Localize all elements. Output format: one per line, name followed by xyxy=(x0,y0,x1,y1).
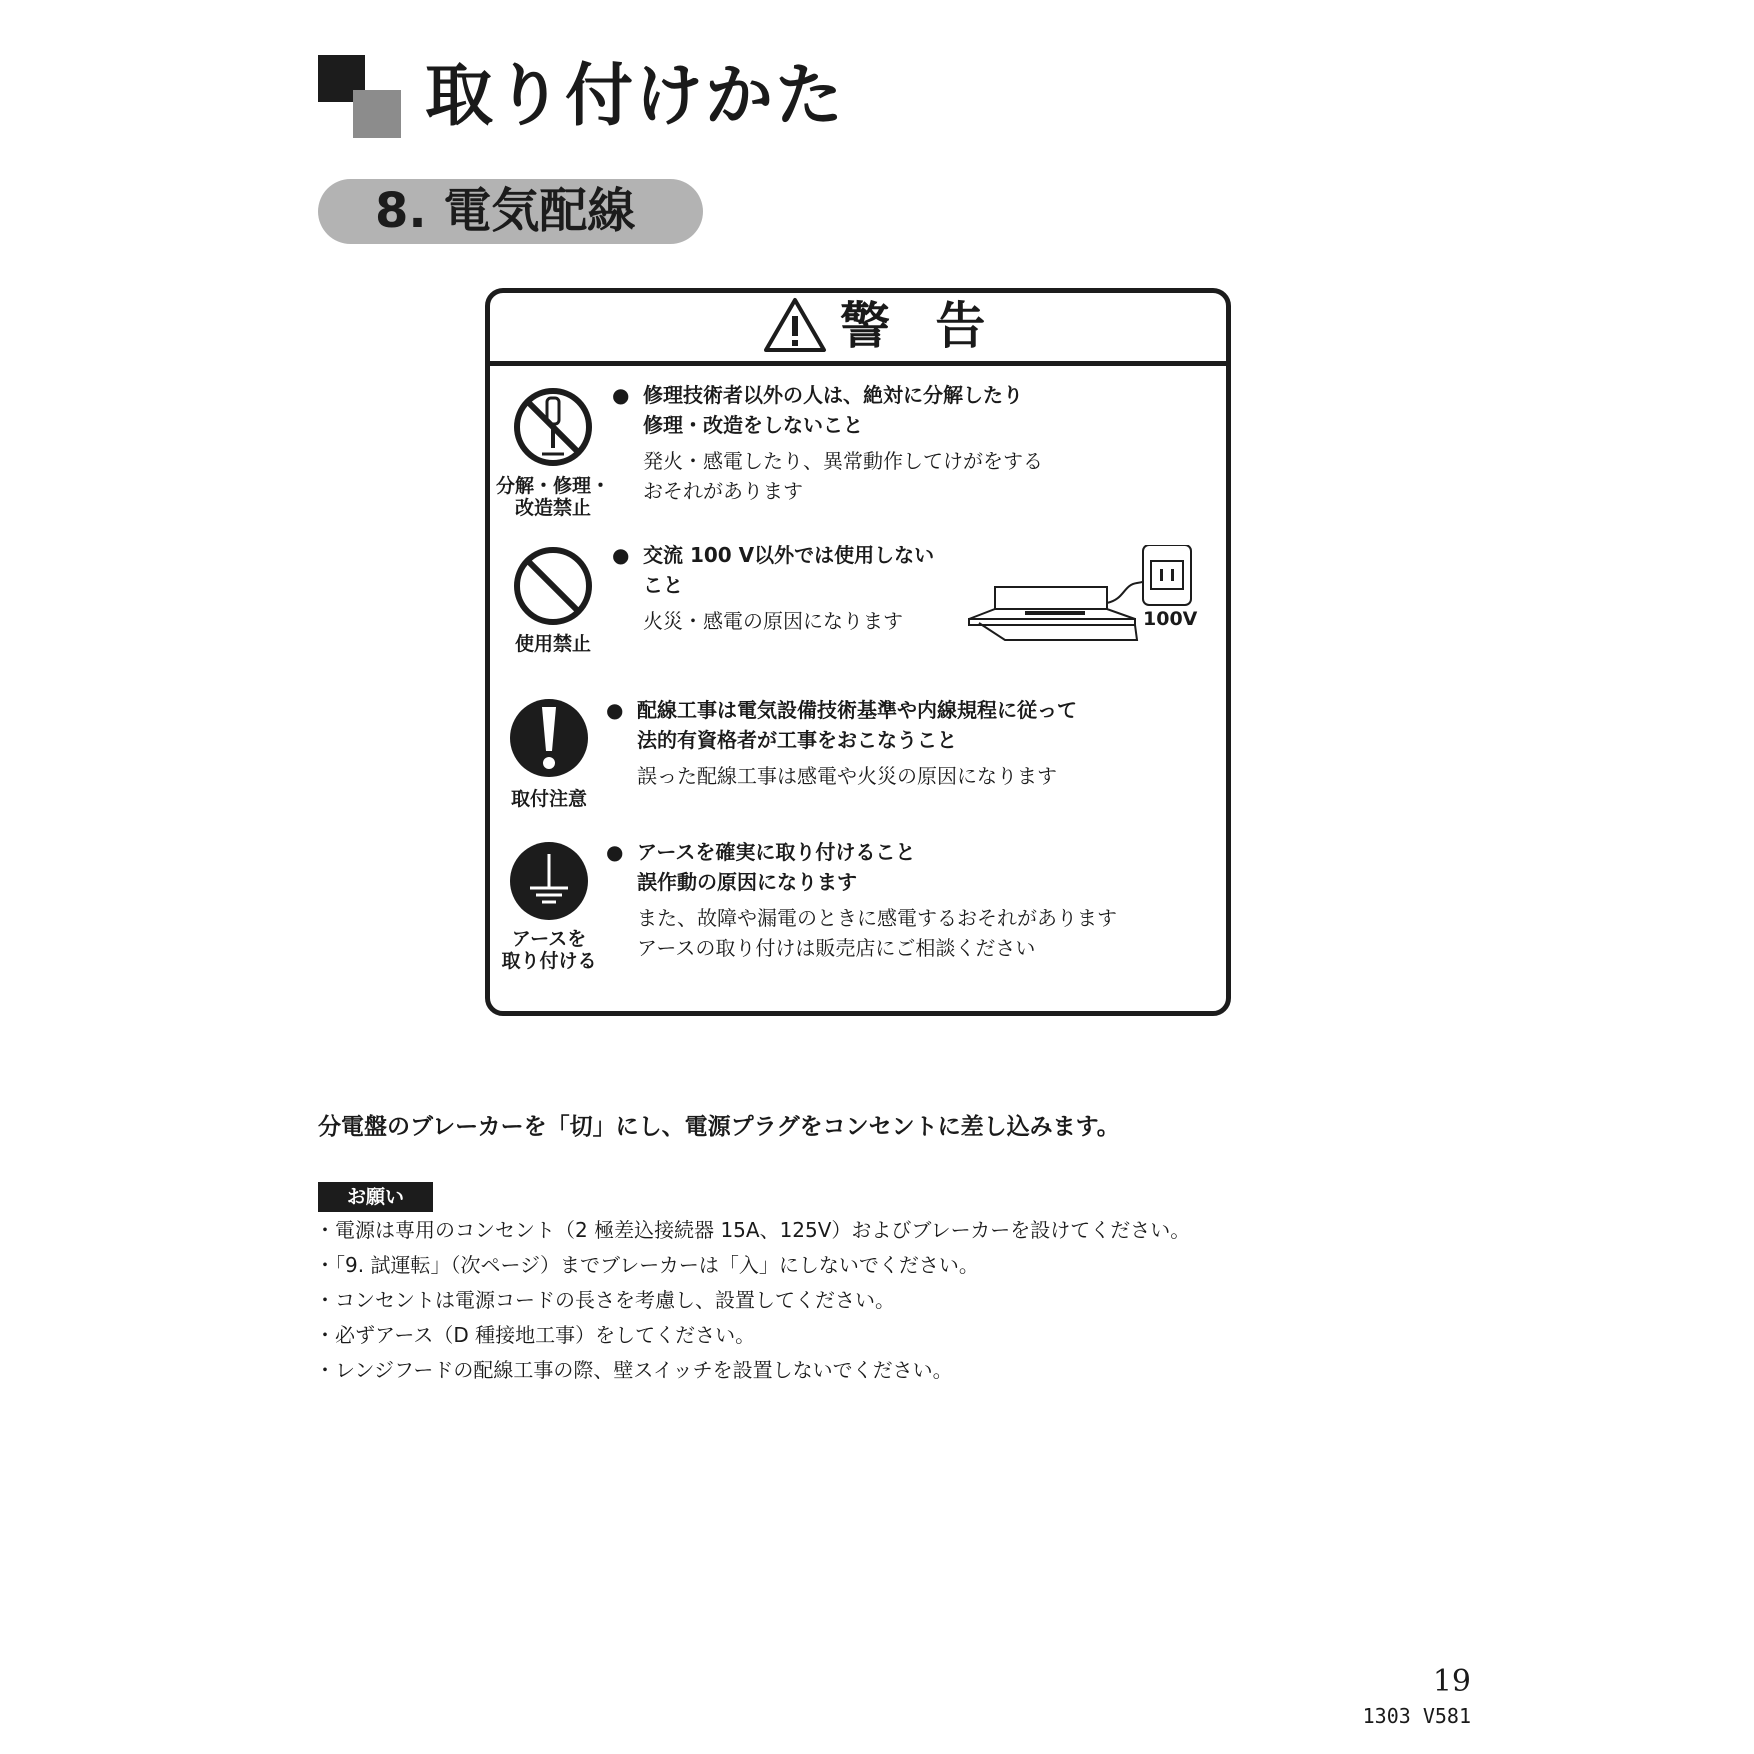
header-square-gray xyxy=(353,90,401,138)
prohibited-icon xyxy=(512,545,594,627)
no-disassembly-icon xyxy=(512,386,594,468)
request-label: お願い xyxy=(318,1182,433,1212)
range-hood-outlet-illustration xyxy=(965,545,1198,655)
bullet-icon: ● xyxy=(612,543,630,567)
symbol-label-caution: 取付注意 xyxy=(510,788,587,810)
symbol-label-no-disassembly: 分解・修理・ 改造禁止 xyxy=(495,475,610,519)
warning-title: 警 告 xyxy=(840,297,1000,355)
exclamation-icon xyxy=(508,697,590,779)
bullet-icon: ● xyxy=(606,840,624,864)
page-title: 取り付けかた xyxy=(425,57,846,136)
list-item: ・電源は専用のコンセント（2 極差込接続器 15A、125V）およびブレーカーを設けてください。 xyxy=(315,1218,1191,1242)
ground-icon xyxy=(508,840,590,922)
list-item: ・コンセントは電源コードの長さを考慮し、設置してください。 xyxy=(315,1288,895,1312)
bullet-icon: ● xyxy=(612,383,630,407)
bullet-icon: ● xyxy=(606,698,624,722)
warning-item-2-text: 交流 100 V以外では使用しない こと 火災・感電の原因になります xyxy=(643,543,935,633)
main-instruction: 分電盤のブレーカーを「切」にし、電源プラグをコンセントに差し込みます。 xyxy=(318,1114,1120,1140)
request-list xyxy=(315,1213,1190,1388)
warning-triangle-icon xyxy=(762,296,828,354)
document-code: 1303 V581 xyxy=(1362,1704,1471,1728)
list-item: ・レンジフードの配線工事の際、壁スイッチを設置しないでください。 xyxy=(315,1358,953,1382)
warning-header-divider xyxy=(485,361,1231,366)
list-item: ・必ずアース（D 種接地工事）をしてください。 xyxy=(315,1323,756,1347)
warning-item-3-text: 配線工事は電気設備技術基準や内線規程に従って 法的有資格者が工事をおこなうこと 誤った配線工事は感電や火災の原因になります xyxy=(637,698,1077,788)
warning-item-1-text: 修理技術者以外の人は、絶対に分解したり 修理・改造をしないこと 発火・感電したり、異常動作してけがをする おそれがあります xyxy=(643,383,1043,503)
list-item: ・「9. 試運転」（次ページ）までブレーカーは「入」にしないでください。 xyxy=(315,1253,979,1277)
symbol-label-prohibited: 使用禁止 xyxy=(514,633,591,655)
symbol-label-ground: アースを 取り付ける xyxy=(501,928,597,972)
voltage-label: 100V xyxy=(1143,608,1198,630)
section-title: 8. 電気配線 xyxy=(375,183,636,239)
page-number: 19 xyxy=(1432,1664,1471,1699)
warning-item-4-text: アースを確実に取り付けること 誤作動の原因になります また、故障や漏電のときに感電するおそれがあります アースの取り付けは販売店にご相談ください xyxy=(637,840,1117,960)
